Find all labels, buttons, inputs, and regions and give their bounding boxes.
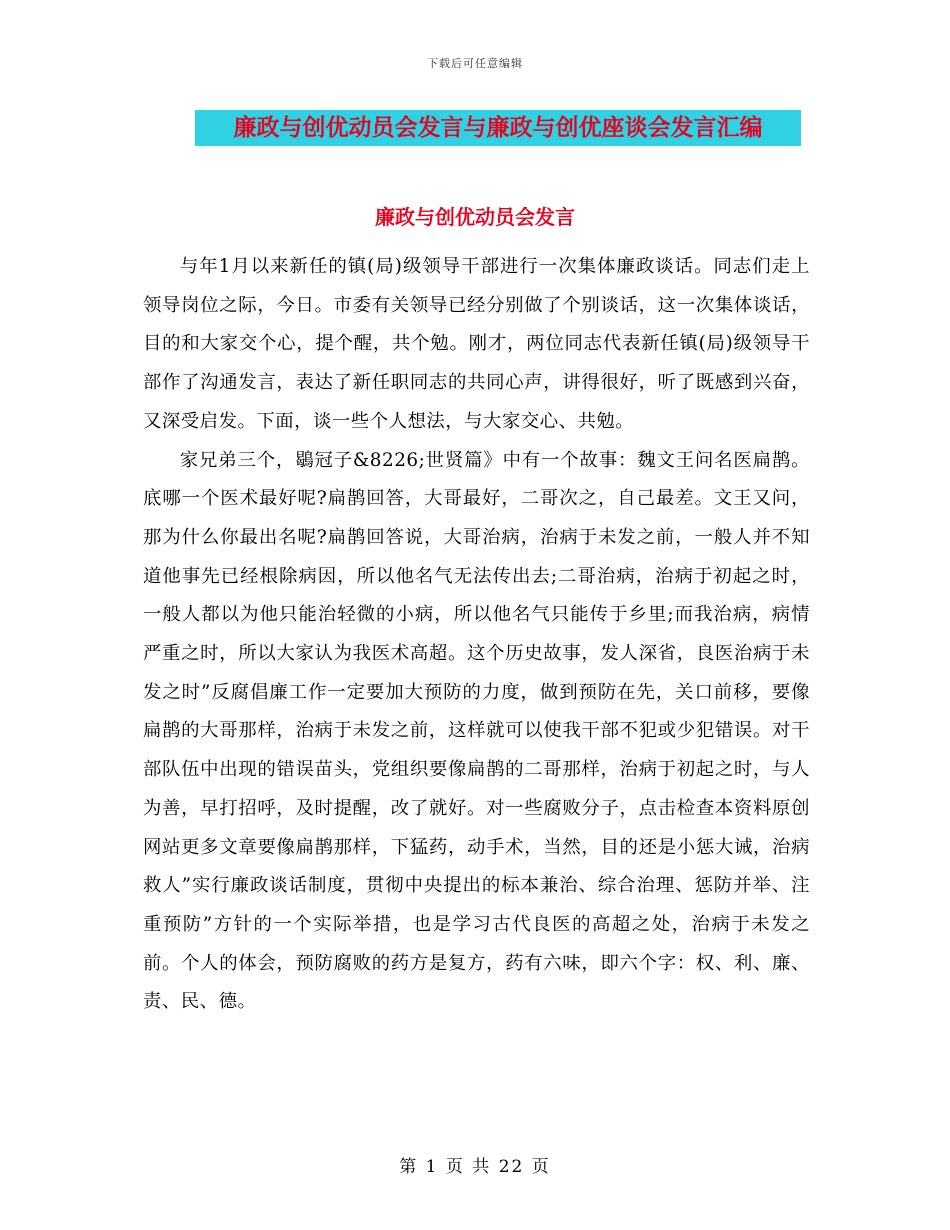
section-title: 廉政与创优动员会发言 (375, 205, 575, 229)
document-title: 廉政与创优动员会发言与廉政与创优座谈会发言汇编 (195, 110, 801, 146)
page-header-note: 下载后可任意编辑 (427, 57, 523, 70)
document-body (143, 248, 810, 1022)
body-paragraph-1: 与年1月以来新任的镇(局)级领导干部进行一次集体廉政谈话。同志们走上领导岗位之际，今日。市委有关领导已经分别做了个别谈话，这一次集体谈话，目的和大家交个心，提个醒，共个勉。刚才，两位同志代表新任镇(局)级领导干部作了沟通发言，表达了新任职同志的共同心声，讲得很好，听了既感到兴奋，又深受启发。下面，谈一些个人想法，与大家交心、共勉。 (143, 256, 810, 432)
page-number-footer: 第 1 页 共 22 页 (399, 1157, 551, 1177)
body-paragraph-2: 家兄弟三个，鶡冠子&8226;世贤篇》中有一个故事：魏文王问名医扁鹊。底哪一个医术最好呢?扁鹊回答，大哥最好，二哥次之，自己最差。文王又问，那为什么你最出名呢?扁鹊回答说，大哥治病，治病于未发之前，一般人并不知道他事先已经根除病因，所以他名气无法传出去;二哥治病，治病于初起之时，一般人都以为他只能治轻微的小病，所以他名气只能传于乡里;而我治病，病情严重之时，所以大家认为我医术高超。这个历史故事，发人深省，良医治病于未发之时”反腐倡廉工作一定要加大预防的力度，做到预防在先，关口前移，要像扁鹊的大哥那样，治病于未发之前，这样就可以使我干部不犯或少犯错误。对干部队伍中出现的错误苗头，党组织要像扁鹊的二哥那样，治病于初起之时，与人为善，早打招呼，及时提醒，改了就好。对一些腐败分子，点击检查本资料原创网站更多文章要像扁鹊那样，下猛药，动手术，当然，目的还是小惩大诫，治病救人”实行廉政谈话制度，贯彻中央提出的标本兼治、综合治理、惩防并举、注重预防”方针的一个实际举措，也是学习古代良医的高超之处，治病于未发之前。个人的体会，预防腐败的药方是复方，药有六味，即六个字：权、利、廉、责、民、德。 (143, 449, 810, 1013)
